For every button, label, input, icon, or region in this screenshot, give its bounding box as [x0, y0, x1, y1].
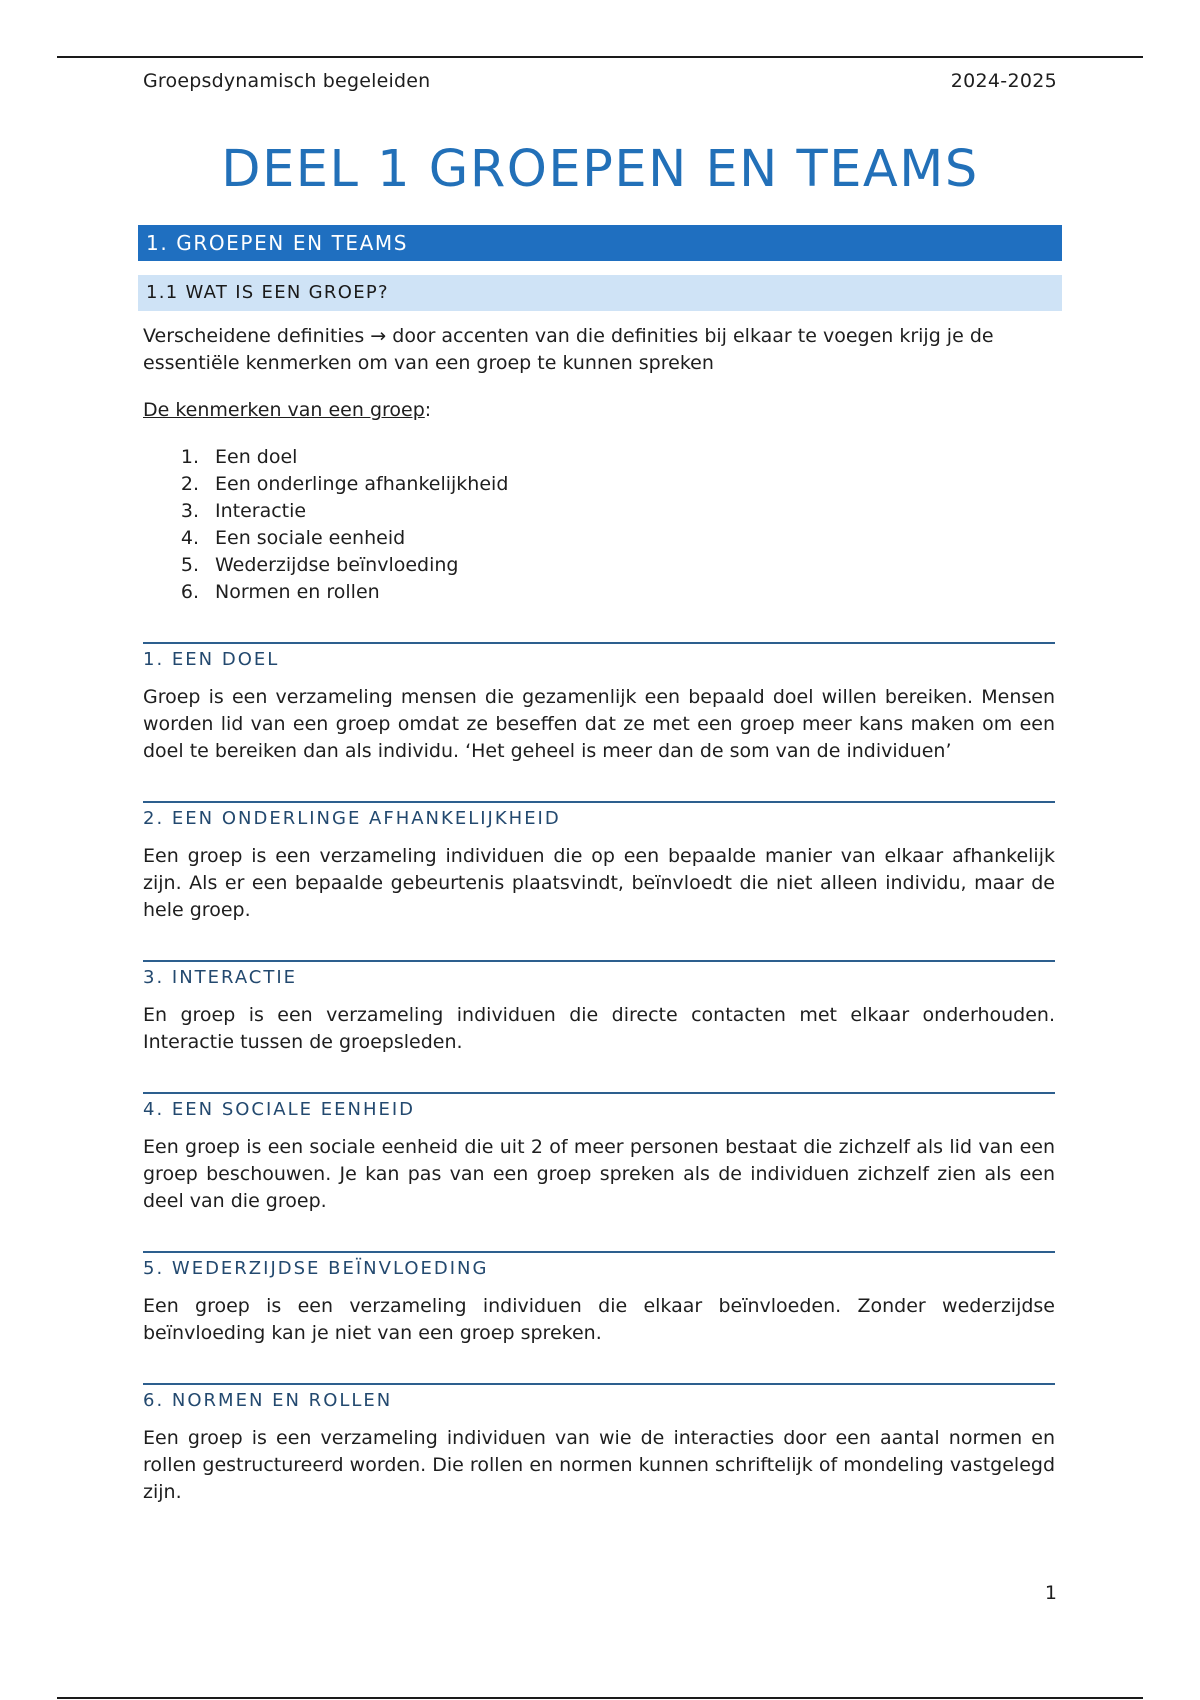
list-item-number: 6. [180, 581, 199, 603]
list-item-number: 2. [180, 473, 199, 495]
section-interactie [143, 960, 1055, 1056]
footer-rule [57, 1697, 1143, 1699]
section-rule [143, 1092, 1055, 1094]
section-body: Een groep is een verzameling individuen van wie de interacties door een aantal normen en rollen gestructureerd worden. Die rollen en normen kunnen schriftelijk of mondeling vastgelegd zijn. [143, 1427, 1055, 1503]
list-item-number: 5. [180, 554, 199, 576]
section-body: Een groep is een verzameling individuen die elkaar beïnvloeden. Zonder wederzijdse beïnvloeding kan je niet van een groep spreken. [143, 1295, 1055, 1344]
section-rule [143, 960, 1055, 962]
section-body: Groep is een verzameling mensen die gezamenlijk een bepaald doel willen bereiken. Mensen worden lid van een groep omdat ze beseffen dat ze met een groep meer kans maken om een doel te bereiken dan als individu. ‘Het geheel is meer dan de som van de individuen’ [143, 686, 1055, 762]
section-onderlinge-afhankelijkheid [143, 801, 1055, 924]
kenmerken-label [143, 397, 1055, 424]
running-header-title: Groepsdynamisch begeleiden [143, 70, 431, 92]
section-body: Een groep is een verzameling individuen die op een bepaalde manier van elkaar afhankelijk zijn. Als er een bepaalde gebeurtenis plaatsvindt, beïnvloedt die niet alleen individu, maar de hele groep. [143, 845, 1055, 921]
list-item-text: Een sociale eenheid [215, 527, 406, 549]
kenmerken-label-colon: : [424, 399, 432, 421]
running-header-year: 2024-2025 [950, 70, 1057, 92]
section-rule [143, 1251, 1055, 1253]
heading-1-text: 1. GROEPEN EN TEAMS [146, 231, 409, 255]
list-item-text: Interactie [215, 500, 307, 522]
kenmerken-list [143, 444, 1055, 606]
heading-1-bar [138, 225, 1062, 261]
section-title: 5. WEDERZIJDSE BEÏNVLOEDING [143, 1258, 489, 1279]
list-item [143, 525, 1055, 552]
section-sociale-eenheid [143, 1092, 1055, 1215]
heading-2-text: 1.1 WAT IS EEN GROEP? [146, 282, 389, 303]
section-body: En groep is een verzameling individuen die directe contacten met elkaar onderhouden. Interactie tussen de groepsleden. [143, 1004, 1055, 1053]
section-een-doel [143, 642, 1055, 765]
page-content [143, 323, 1055, 1506]
list-item-text: Een doel [215, 446, 298, 468]
list-item-number: 4. [180, 527, 199, 549]
section-title: 6. NORMEN EN ROLLEN [143, 1390, 393, 1411]
section-wederzijdse-beinvloeding [143, 1251, 1055, 1347]
list-item [143, 552, 1055, 579]
list-item [143, 444, 1055, 471]
list-item [143, 471, 1055, 498]
heading-2-bar [138, 275, 1062, 311]
list-item [143, 579, 1055, 606]
section-title: 3. INTERACTIE [143, 967, 298, 988]
page-number: 1 [1044, 1582, 1057, 1604]
section-title: 1. EEN DOEL [143, 649, 280, 670]
section-normen-en-rollen [143, 1383, 1055, 1506]
section-rule [143, 1383, 1055, 1385]
document-title: DEEL 1 GROEPEN EN TEAMS [221, 140, 979, 199]
header-rule [57, 56, 1143, 58]
section-title: 2. EEN ONDERLINGE AFHANKELIJKHEID [143, 808, 561, 829]
list-item-text: Wederzijdse beïnvloeding [215, 554, 459, 576]
list-item-number: 3. [180, 500, 199, 522]
list-item-text: Normen en rollen [215, 581, 380, 603]
section-rule [143, 801, 1055, 803]
list-item [143, 498, 1055, 525]
section-body: Een groep is een sociale eenheid die uit 2 of meer personen bestaat die zichzelf als lid van een groep beschouwen. Je kan pas van een groep spreken als de individuen zichzelf zien als een deel van die groep. [143, 1136, 1055, 1212]
list-item-number: 1. [180, 446, 199, 468]
kenmerken-label-text: De kenmerken van een groep [143, 399, 425, 421]
section-title: 4. EEN SOCIALE EENHEID [143, 1099, 416, 1120]
list-item-text: Een onderlinge afhankelijkheid [215, 473, 509, 495]
section-rule [143, 642, 1055, 644]
intro-paragraph: Verscheidene definities → door accenten van die definities bij elkaar te voegen krijg je de essentiële kenmerken om van een groep te kunnen spreken [143, 325, 994, 374]
